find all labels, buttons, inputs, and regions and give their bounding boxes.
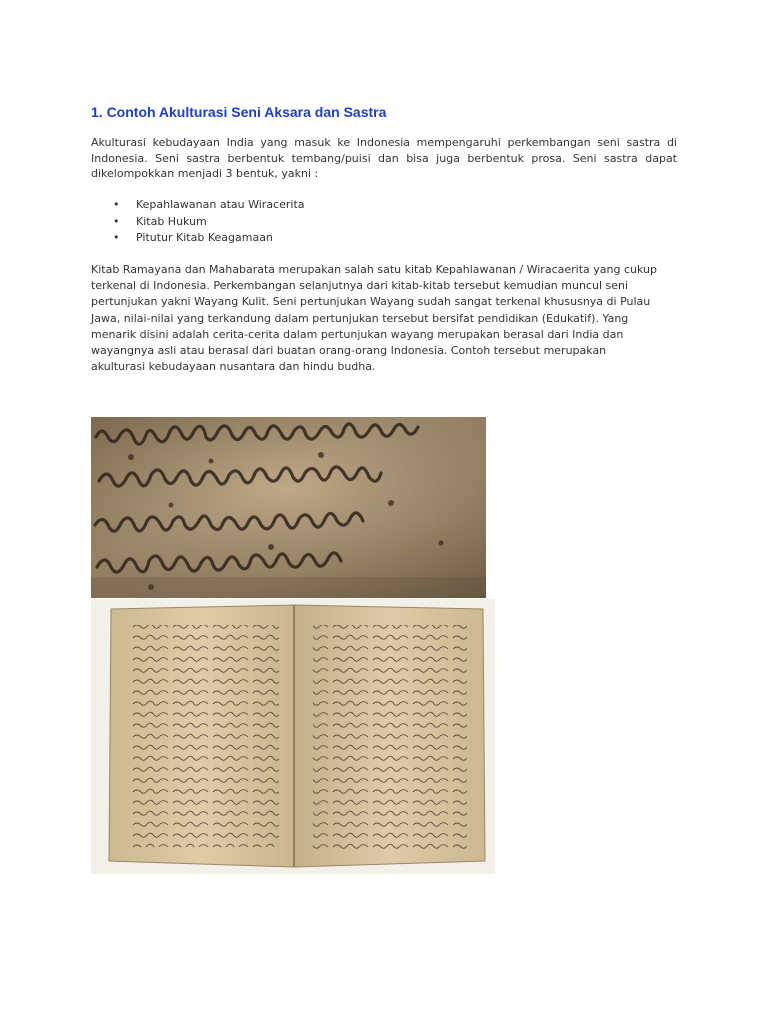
intro-paragraph: Akulturasi kebudayaan India yang masuk ke Indonesia mempengaruhi perkembangan seni sastra di Indonesia. Seni sastra berbentuk tembang/puisi dan bisa juga berbentuk prosa. Seni sastra dapat dikelompokkan menjadi 3 bentuk, yakni :: [91, 136, 677, 180]
literature-forms-list: [91, 197, 305, 247]
list-item: [91, 214, 305, 231]
bullet-icon: •: [113, 198, 120, 211]
body-line: wayangnya asli atau berasal dari buatan orang-orang Indonesia. Contoh tersebut merupakan: [91, 344, 607, 358]
bullet-icon: •: [113, 214, 120, 228]
body-line: terkenal di Indonesia. Perkembangan selanjutnya dari kitab-kitab tersebut kemudian muncul seni: [91, 279, 629, 293]
list-item-label: Pitutur Kitab Keagamaan: [136, 231, 273, 244]
stone-inscription-image: [91, 417, 486, 598]
list-item-label: Kepahlawanan atau Wiracerita: [136, 198, 305, 211]
section-heading: 1. Contoh Akulturasi Seni Aksara dan Sastra: [91, 104, 387, 120]
bullet-icon: •: [113, 231, 120, 244]
manuscript-image: [91, 599, 495, 874]
body-line: pertunjukan yakni Wayang Kulit. Seni pertunjukan Wayang sudah sangat terkenal khususnya di Pulau: [91, 295, 651, 309]
list-item: [91, 197, 305, 214]
body-paragraph: [91, 262, 681, 375]
body-line: akulturasi kebudayaan nusantara dan hindu budha.: [91, 360, 376, 374]
body-line: Kitab Ramayana dan Mahabarata merupakan salah satu kitab Kepahlawanan / Wiracaerita yang cukup: [91, 263, 657, 276]
list-item-label: Kitab Hukum: [136, 214, 207, 228]
body-line: Jawa, nilai-nilai yang terkandung dalam pertunjukan tersebut bersifat pendidikan (Edukatif). Yang: [91, 311, 629, 325]
list-item: [91, 230, 305, 247]
body-line: menarik disini adalah cerita-cerita dalam pertunjukan wayang merupakan berasal dari India dan: [91, 327, 624, 341]
